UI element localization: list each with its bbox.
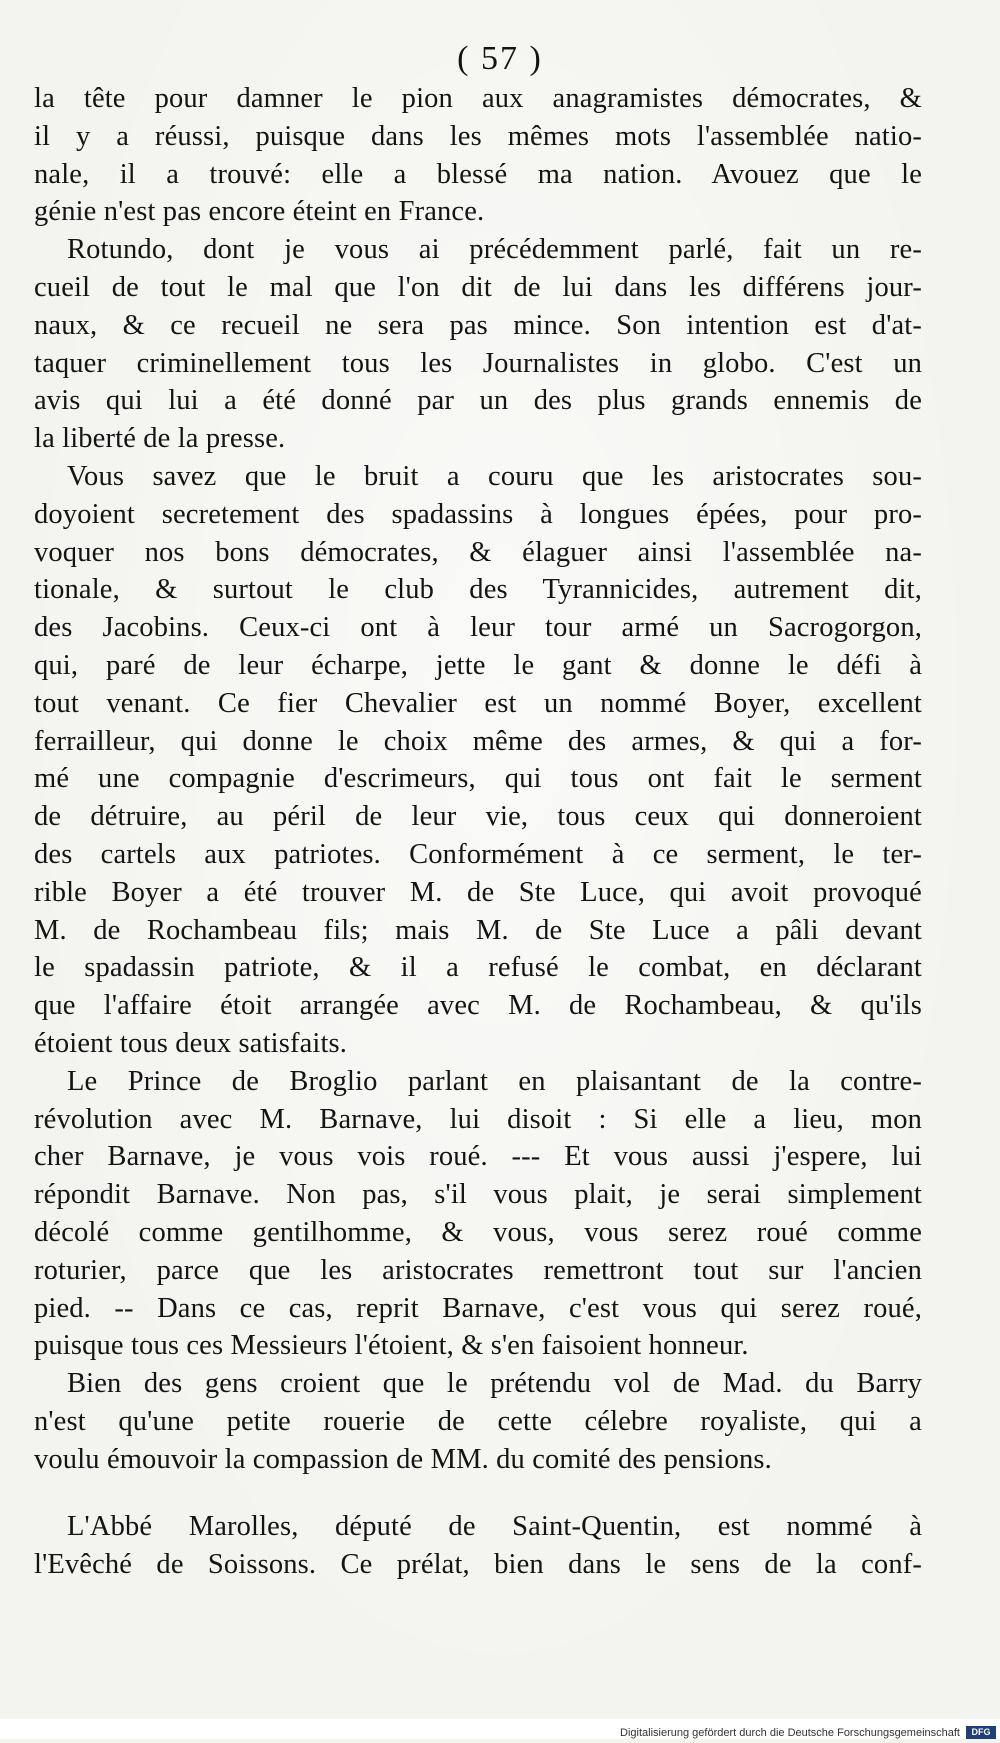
text-line: M. de Rochambeau fils; mais M. de Ste Luce a pâli devant xyxy=(34,914,922,946)
page-number: ( 57 ) xyxy=(457,40,543,77)
text-line: tionale, & surtout le club des Tyrannicides, autrement dit, xyxy=(34,574,922,606)
text-line: Bien des gens croient que le prétendu vol de Mad. du Barry xyxy=(67,1368,922,1400)
text-line: il y a réussi, puisque dans les mêmes mots l'assemblée natio- xyxy=(34,120,922,152)
text-line: la liberté de la presse. xyxy=(34,423,286,455)
text-line: des cartels aux patriotes. Conformément à ce serment, le ter- xyxy=(34,838,922,870)
text-line: L'Abbé Marolles, député de Saint-Quentin, est nommé à xyxy=(67,1511,922,1543)
paragraph-gap xyxy=(34,1478,922,1508)
text-line: révolution avec M. Barnave, lui disoit : Si elle a lieu, mon xyxy=(34,1103,922,1135)
text-line: naux, & ce recueil ne sera pas mince. Son intention est d'at- xyxy=(34,309,922,341)
text-line: la tête pour damner le pion aux anagramistes démocrates, & xyxy=(34,83,922,114)
text-line: avis qui lui a été donné par un des plus grands ennemis de xyxy=(34,385,922,417)
text-line: répondit Barnave. Non pas, s'il vous plait, je serai simplement xyxy=(34,1179,922,1211)
dfg-logo-icon: DFG xyxy=(966,1726,996,1739)
text-line: tout venant. Ce fier Chevalier est un nommé Boyer, excellent xyxy=(34,687,922,719)
text-line: ferrailleur, qui donne le choix même des armes, & qui a for- xyxy=(34,725,922,757)
text-line: n'est qu'une petite rouerie de cette célebre royaliste, qui a xyxy=(34,1405,922,1437)
text-line: cueil de tout le mal que l'on dit de lui dans les différens jour- xyxy=(34,271,922,303)
text-line: nale, il a trouvé: elle a blessé ma nation. Avouez que le xyxy=(34,158,922,190)
text-line: Vous savez que le bruit a couru que les aristocrates sou- xyxy=(67,460,922,492)
text-line: le spadassin patriote, & il a refusé le combat, en déclarant xyxy=(34,952,922,984)
text-line: cher Barnave, je vous vois roué. --- Et vous aussi j'espere, lui xyxy=(34,1141,922,1173)
text-line: voulu émouvoir la compassion de MM. du comité des pensions. xyxy=(34,1443,772,1475)
text-line: Rotundo, dont je vous ai précédemment parlé, fait un re- xyxy=(67,234,922,266)
text-line: décolé comme gentilhomme, & vous, vous serez roué comme xyxy=(34,1216,922,1248)
text-line: Le Prince de Broglio parlant en plaisantant de la contre- xyxy=(67,1065,922,1097)
text-line: pied. -- Dans ce cas, reprit Barnave, c'est vous qui serez roué, xyxy=(34,1292,922,1324)
text-line: génie n'est pas encore éteint en France. xyxy=(34,196,485,228)
text-line: puisque tous ces Messieurs l'étoient, & s'en faisoient honneur. xyxy=(34,1330,749,1362)
text-line: des Jacobins. Ceux-ci ont à leur tour armé un Sacrogorgon, xyxy=(34,612,922,644)
text-line: roturier, parce que les aristocrates remettront tout sur l'ancien xyxy=(34,1254,922,1286)
text-line: que l'affaire étoit arrangée avec M. de Rochambeau, & qu'ils xyxy=(34,990,922,1022)
text-line: voquer nos bons démocrates, & élaguer ainsi l'assemblée na- xyxy=(34,536,922,568)
text-line: de détruire, au péril de leur vie, tous ceux qui donneroient xyxy=(34,801,922,833)
text-line: doyoient secretement des spadassins à longues épées, pour pro- xyxy=(34,498,922,530)
digitization-credit: Digitalisierung gefördert durch die Deutsche Forschungsgemeinschaft xyxy=(620,1727,960,1739)
text-line: mé une compagnie d'escrimeurs, qui tous ont fait le serment xyxy=(34,763,922,795)
text-line: étoient tous deux satisfaits. xyxy=(34,1027,348,1059)
text-line: l'Evêché de Soissons. Ce prélat, bien dans le sens de la conf- xyxy=(34,1549,922,1581)
body-text xyxy=(34,80,922,1584)
text-line: qui, paré de leur écharpe, jette le gant & donne le défi à xyxy=(34,649,922,681)
text-line: rible Boyer a été trouver M. de Ste Luce, qui avoit provoqué xyxy=(34,876,922,908)
text-line: taquer criminellement tous les Journalistes in globo. C'est un xyxy=(34,347,922,379)
